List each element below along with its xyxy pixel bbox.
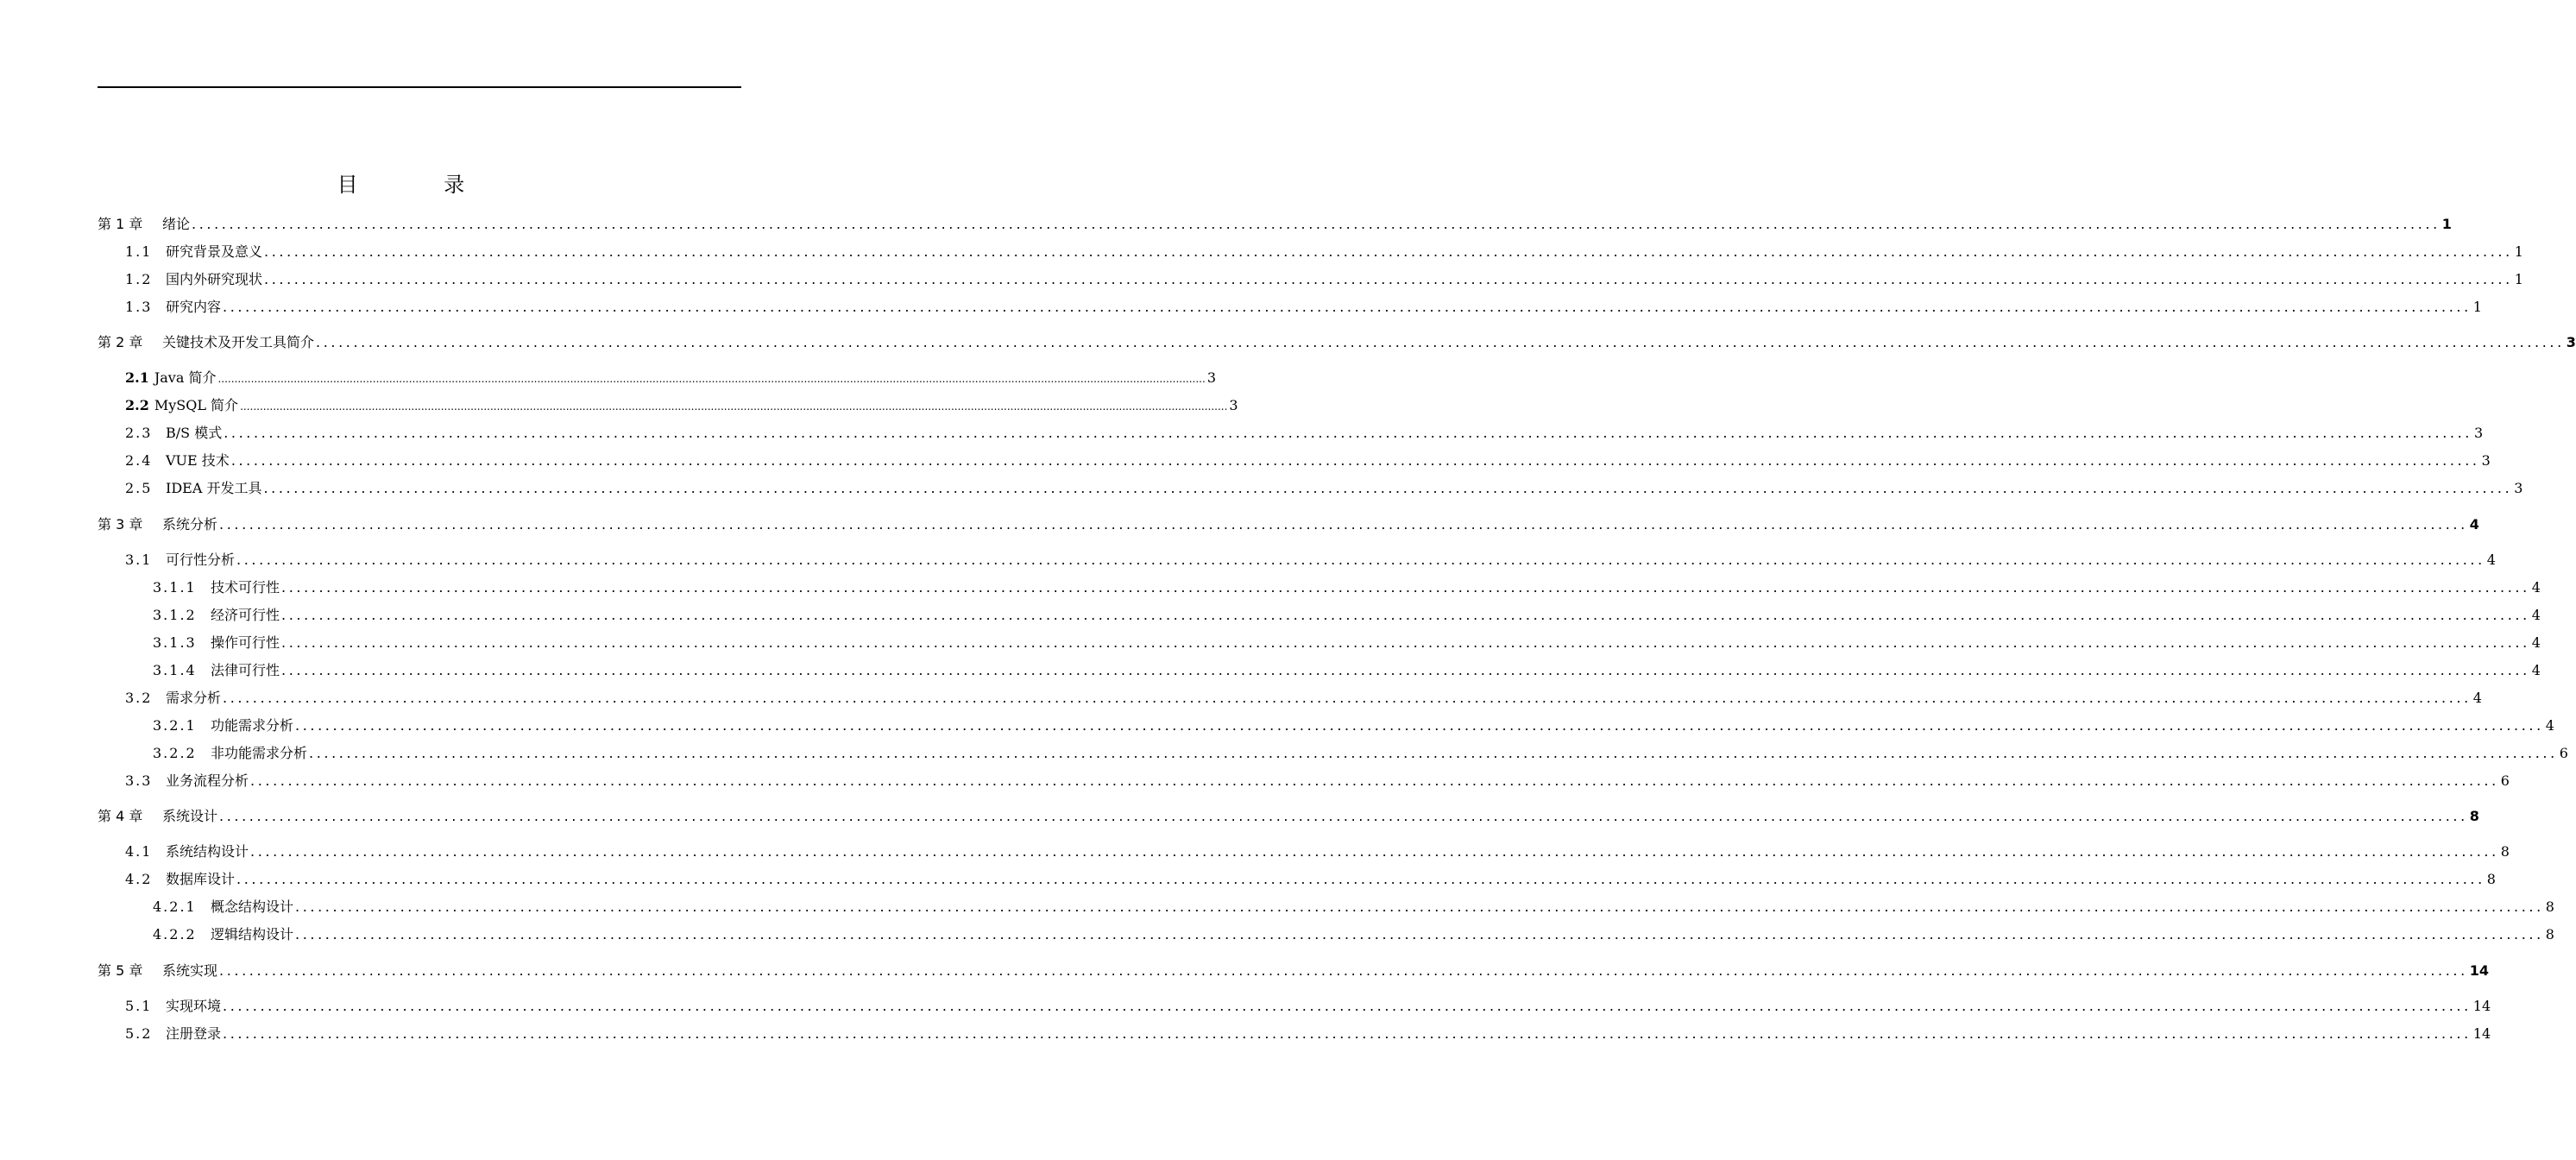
- toc-entry[interactable]: [153, 716, 2554, 736]
- toc-entry-title: 可行性分析: [166, 552, 236, 568]
- toc-entry-page: 4: [2469, 516, 2479, 533]
- toc-entry[interactable]: [125, 771, 2510, 791]
- dot-leader: ............................................................................................................................................................................................................................................................................................................: [236, 552, 2485, 568]
- dot-leader: ............................................................................................................................................................................................................................................................................................................: [316, 334, 2565, 350]
- toc-entry-title: 业务流程分析: [166, 772, 249, 789]
- toc-entry[interactable]: [153, 743, 2568, 764]
- toc-entry-title: 注册登录: [166, 1025, 222, 1042]
- dot-leader: ............................................................................................................................................................................................................................................................................................................: [309, 745, 2558, 761]
- toc-entry-number: 2.2: [125, 397, 149, 413]
- toc-entry-page: 14: [2472, 998, 2491, 1014]
- toc-entry[interactable]: [98, 961, 2490, 981]
- toc-entry-number: 2.5: [125, 480, 153, 496]
- toc-entry-title: 研究背景及意义: [166, 243, 263, 260]
- toc-entry-page: 1: [2514, 271, 2523, 287]
- toc-entry-page: 4: [2486, 552, 2496, 568]
- toc-entry-page: 3: [2473, 425, 2484, 441]
- toc-entry-number: 2.1: [125, 369, 149, 386]
- toc-entry-page: 8: [2500, 843, 2510, 860]
- toc-entry-title: 操作可行性: [211, 634, 280, 651]
- dot-leader: ............................................................................................................................................................................................................................................................................................................: [240, 400, 1228, 413]
- toc-entry-number: 4.2.2: [153, 926, 197, 942]
- dot-leader: ............................................................................................................................................................................................................................................................................................................: [219, 962, 2468, 979]
- header-rule: [98, 86, 741, 88]
- toc-entry-title: MySQL 简介: [154, 397, 239, 413]
- toc-entry-title: 法律可行性: [211, 662, 280, 678]
- toc-entry[interactable]: [153, 633, 2541, 653]
- toc-entry-number: 5.1: [125, 998, 153, 1014]
- toc-entry-number: 第 3 章: [98, 516, 143, 533]
- dot-leader: ............................................................................................................................................................................................................................................................................................................: [264, 271, 2513, 287]
- toc-entry-page: 8: [2545, 898, 2554, 915]
- toc-entry-number: 3.1.4: [153, 662, 197, 678]
- dot-leader: ............................................................................................................................................................................................................................................................................................................: [263, 480, 2513, 496]
- toc-entry-page: 3: [2481, 452, 2491, 469]
- toc-entry[interactable]: [125, 478, 2523, 499]
- dot-leader: ............................................................................................................................................................................................................................................................................................................: [230, 452, 2480, 469]
- toc-entry[interactable]: [153, 605, 2541, 626]
- dot-leader: ............................................................................................................................................................................................................................................................................................................: [236, 871, 2485, 887]
- toc-entry-title: 研究内容: [166, 299, 222, 315]
- toc-entry-number: 1.2: [125, 271, 153, 287]
- toc-entry[interactable]: [125, 688, 2482, 709]
- toc-entry-page: 8: [2545, 926, 2554, 942]
- dot-leader: ............................................................................................................................................................................................................................................................................................................: [223, 998, 2472, 1014]
- toc-entry[interactable]: [153, 924, 2554, 945]
- toc-entry-page: 4: [2531, 634, 2541, 651]
- toc-entry[interactable]: [153, 897, 2554, 917]
- dot-leader: ............................................................................................................................................................................................................................................................................................................: [250, 772, 2499, 789]
- toc-entry[interactable]: [153, 577, 2541, 598]
- toc-entry-title: Java 简介: [154, 369, 217, 386]
- toc-entry-title: 需求分析: [166, 690, 222, 706]
- toc-entry-number: 3.1.3: [153, 634, 197, 651]
- toc-entry-number: 第 2 章: [98, 334, 143, 350]
- dot-leader: ............................................................................................................................................................................................................................................................................................................: [281, 579, 2530, 596]
- toc-entry-number: 第 4 章: [98, 808, 143, 824]
- toc-entry-title: 逻辑结构设计: [211, 926, 294, 942]
- dot-leader: ............................................................................................................................................................................................................................................................................................................: [250, 843, 2499, 860]
- toc-entry-title: 关键技术及开发工具简介: [162, 334, 315, 350]
- toc-entry-page: 8: [2469, 808, 2479, 824]
- toc-entry-title: 国内外研究现状: [166, 271, 263, 287]
- toc-entry-title: 经济可行性: [211, 607, 280, 623]
- toc-entry-page: 8: [2486, 871, 2496, 887]
- toc-entry-page: 4: [2545, 717, 2554, 734]
- toc-entry-number: 4.1: [125, 843, 153, 860]
- toc-entry-page: 4: [2531, 579, 2541, 596]
- toc-entry-page: 3: [1206, 369, 1216, 386]
- toc-entry-title: 数据库设计: [166, 871, 236, 887]
- toc-entry[interactable]: [153, 660, 2541, 681]
- toc-entry-title: IDEA 开发工具: [166, 480, 262, 496]
- toc-entry-page: 1: [2441, 216, 2452, 232]
- toc-entry[interactable]: [98, 806, 2479, 827]
- toc-entry-number: 4.2.1: [153, 898, 197, 915]
- toc-entry-title: 实现环境: [166, 998, 222, 1014]
- toc-entry-page: 4: [2531, 662, 2541, 678]
- toc-entry[interactable]: [125, 395, 1238, 416]
- toc-entry[interactable]: [125, 842, 2510, 862]
- toc-entry-number: 3.1.2: [153, 607, 197, 623]
- toc-entry-number: 3.2.1: [153, 717, 197, 734]
- dot-leader: ............................................................................................................................................................................................................................................................................................................: [217, 373, 1206, 385]
- dot-leader: ............................................................................................................................................................................................................................................................................................................: [281, 662, 2530, 678]
- dot-leader: ............................................................................................................................................................................................................................................................................................................: [219, 808, 2468, 824]
- toc-entry-page: 6: [2559, 745, 2568, 761]
- toc-entry[interactable]: [125, 1024, 2491, 1044]
- dot-leader: ............................................................................................................................................................................................................................................................................................................: [223, 299, 2472, 315]
- toc-entry-page: 4: [2472, 690, 2482, 706]
- dot-leader: ............................................................................................................................................................................................................................................................................................................: [219, 516, 2468, 533]
- toc-entry[interactable]: [125, 297, 2482, 318]
- toc-entry[interactable]: [125, 869, 2496, 890]
- dot-leader: ............................................................................................................................................................................................................................................................................................................: [223, 690, 2472, 706]
- toc-entry[interactable]: [125, 451, 2491, 471]
- toc-entry[interactable]: [125, 996, 2491, 1017]
- toc-entry-page: 6: [2500, 772, 2510, 789]
- toc-entry[interactable]: [125, 550, 2496, 571]
- toc-entry-page: 1: [2514, 243, 2523, 260]
- toc-entry-page: 3: [2514, 480, 2523, 496]
- toc-entry-title: 绪论: [162, 216, 191, 232]
- toc-entry-number: 第 5 章: [98, 962, 143, 979]
- toc-entry-title: VUE 技术: [166, 452, 230, 469]
- toc-entry[interactable]: [125, 423, 2484, 444]
- toc-entry-number: 3.2.2: [153, 745, 197, 761]
- dot-leader: ............................................................................................................................................................................................................................................................................................................: [295, 926, 2544, 942]
- toc-entry[interactable]: [98, 214, 2452, 235]
- toc-entry-number: 3.3: [125, 772, 153, 789]
- toc-entry-page: 14: [2472, 1025, 2491, 1042]
- toc-entry-title: 系统实现: [162, 962, 218, 979]
- toc-entry-page: 4: [2531, 607, 2541, 623]
- dot-leader: ............................................................................................................................................................................................................................................................................................................: [223, 1025, 2472, 1042]
- toc-entry-number: 2.4: [125, 452, 153, 469]
- toc-entry-number: 3.2: [125, 690, 153, 706]
- toc-entry-page: 14: [2469, 962, 2490, 979]
- dot-leader: ............................................................................................................................................................................................................................................................................................................: [295, 717, 2544, 734]
- toc-entry[interactable]: [125, 368, 1216, 388]
- toc-entry-page: 3: [1229, 397, 1238, 413]
- dot-leader: ............................................................................................................................................................................................................................................................................................................: [295, 898, 2544, 915]
- toc-entry-number: 3.1.1: [153, 579, 197, 596]
- toc-entry-title: 功能需求分析: [211, 717, 294, 734]
- toc-entry-title: 系统分析: [162, 516, 218, 533]
- dot-leader: ............................................................................................................................................................................................................................................................................................................: [281, 607, 2530, 623]
- toc-entry-number: 2.3: [125, 425, 153, 441]
- toc-entry-page: 3: [2566, 334, 2576, 350]
- toc-entry-number: 1.3: [125, 299, 153, 315]
- dot-leader: ............................................................................................................................................................................................................................................................................................................: [264, 243, 2513, 260]
- toc-entry-title: B/S 模式: [166, 425, 223, 441]
- toc-entry-number: 4.2: [125, 871, 153, 887]
- toc-entry-title: 技术可行性: [211, 579, 280, 596]
- toc-entry[interactable]: [125, 269, 2523, 290]
- dot-leader: ............................................................................................................................................................................................................................................................................................................: [281, 634, 2530, 651]
- toc-entry-title: 系统设计: [162, 808, 218, 824]
- toc-entry-page: 1: [2472, 299, 2482, 315]
- toc-entry[interactable]: [125, 242, 2523, 262]
- toc-entry-title: 系统结构设计: [166, 843, 249, 860]
- toc-entry-title: 非功能需求分析: [211, 745, 308, 761]
- dot-leader: ............................................................................................................................................................................................................................................................................................................: [192, 216, 2441, 232]
- toc-entry[interactable]: [98, 332, 2576, 353]
- toc-entry-title: 概念结构设计: [211, 898, 294, 915]
- toc-entry-number: 3.1: [125, 552, 153, 568]
- toc-entry-number: 1.1: [125, 243, 153, 260]
- toc-entry-number: 5.2: [125, 1025, 153, 1042]
- toc-entry[interactable]: [98, 514, 2479, 535]
- toc-entry-number: 第 1 章: [98, 216, 143, 232]
- toc-title: 目 录: [337, 173, 505, 198]
- dot-leader: ............................................................................................................................................................................................................................................................................................................: [224, 425, 2472, 441]
